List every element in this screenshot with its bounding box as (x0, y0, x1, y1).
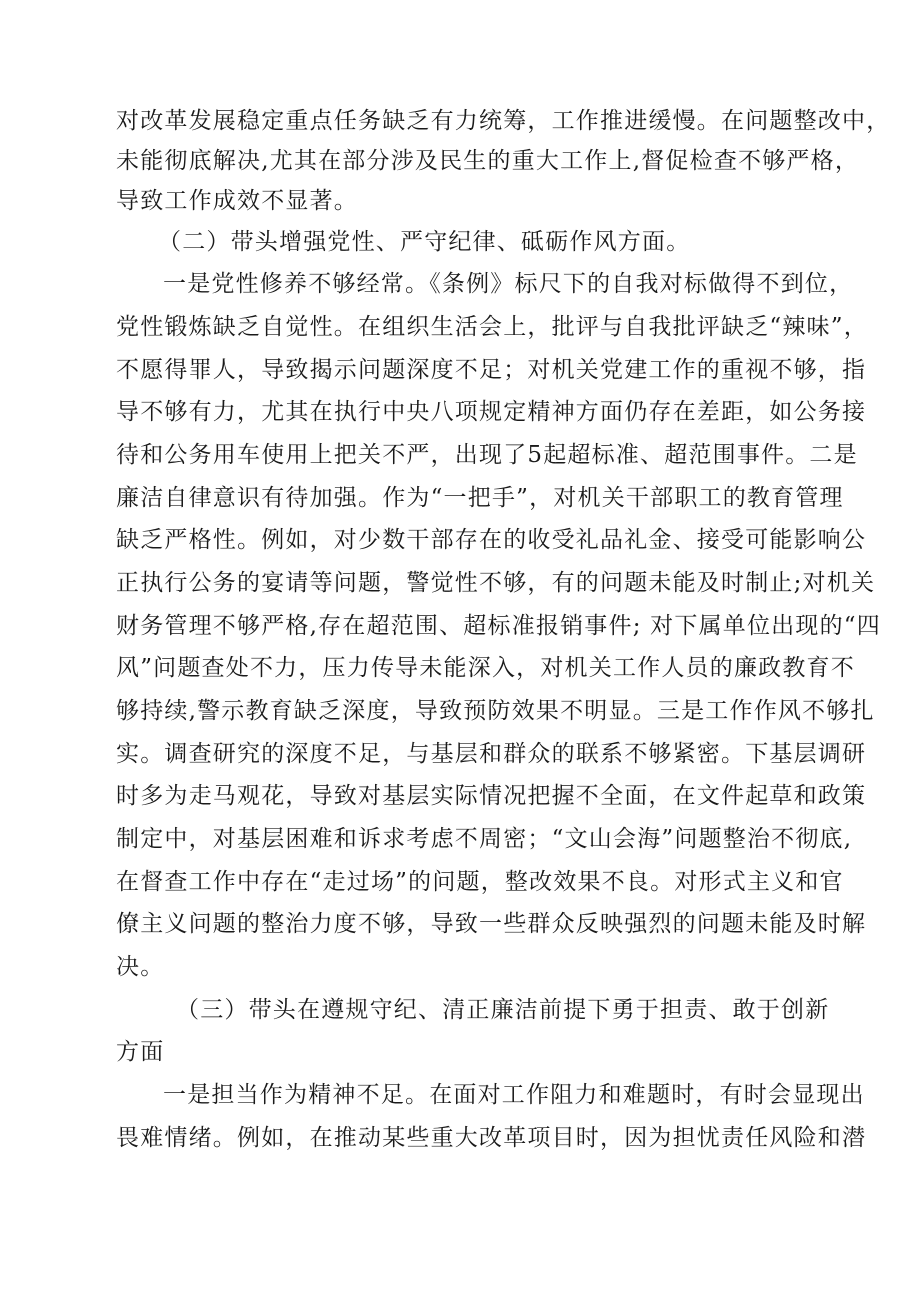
text-line: 待和公务用车使用上把关不严，出现了5起超标准、超范围事件。二是 (116, 442, 858, 468)
text-line: 风”问题查处不力，压力传导未能深入，对机关工作人员的廉政教育不 (116, 655, 855, 681)
text-line: 导不够有力，尤其在执行中央八项规定精神方面仍存在差距，如公务接 (116, 399, 867, 425)
text-line: 未能彻底解决,尤其在部分涉及民生的重大工作上,督促检查不够严格， (116, 148, 860, 174)
text-line: 僚主义问题的整治力度不够，导致一些群众反映强烈的问题未能及时解 (116, 911, 867, 937)
text-line: 决。 (116, 954, 165, 980)
text-line: 导致工作成效不显著。 (116, 188, 358, 214)
text-line: 畏难情绪。例如，在推动某些重大改革项目时，因为担忧责任风险和潜 (116, 1125, 867, 1151)
text-line: 对改革发展稳定重点任务缺乏有力统筹，工作推进缓慢。在问题整改中， (116, 108, 891, 134)
text-line: 一是担当作为精神不足。在面对工作阻力和难题时，有时会显现出 (163, 1082, 865, 1108)
text-line: 时多为走马观花，导致对基层实际情况把握不全面，在文件起草和政策 (116, 783, 867, 809)
text-line: 实。调查研究的深度不足，与基层和群众的联系不够紧密。下基层调研 (116, 741, 867, 767)
text-line: 制定中，对基层困难和诉求考虑不周密；“文山会海”问题整治不彻底, (116, 826, 853, 852)
text-line: 廉洁自律意识有待加强。作为“一把手”，对机关干部职工的教育管理 (116, 485, 844, 511)
text-line: 不愿得罪人，导致揭示问题深度不足；对机关党建工作的重视不够，指 (116, 357, 867, 383)
text-line: 财务管理不够严格,存在超范围、超标准报销事件; 对下属单位出现的“四 (116, 613, 881, 639)
text-line: 正执行公务的宴请等问题，警觉性不够，有的问题未能及时制止;对机关 (116, 570, 876, 596)
section-heading: （三）带头在遵规守纪、清正廉洁前提下勇于担责、敢于创新 (176, 997, 830, 1023)
text-line: 党性锻炼缺乏自觉性。在组织生活会上，批评与自我批评缺乏“辣味”， (116, 314, 868, 340)
section-heading-continuation: 方面 (116, 1039, 165, 1065)
text-line: 在督查工作中存在“走过场”的问题，整改效果不良。对形式主义和官 (116, 869, 844, 895)
text-line: 一是党性修养不够经常。《条例》标尺下的自我对标做得不到位， (163, 271, 854, 297)
text-line: 缺乏严格性。例如，对少数干部存在的收受礼品礼金、接受可能影响公 (116, 527, 867, 553)
section-heading: （二）带头增强党性、严守纪律、砥砺作风方面。 (158, 229, 691, 255)
text-line: 够持续,警示教育缺乏深度，导致预防效果不明显。三是工作作风不够扎 (116, 698, 875, 724)
